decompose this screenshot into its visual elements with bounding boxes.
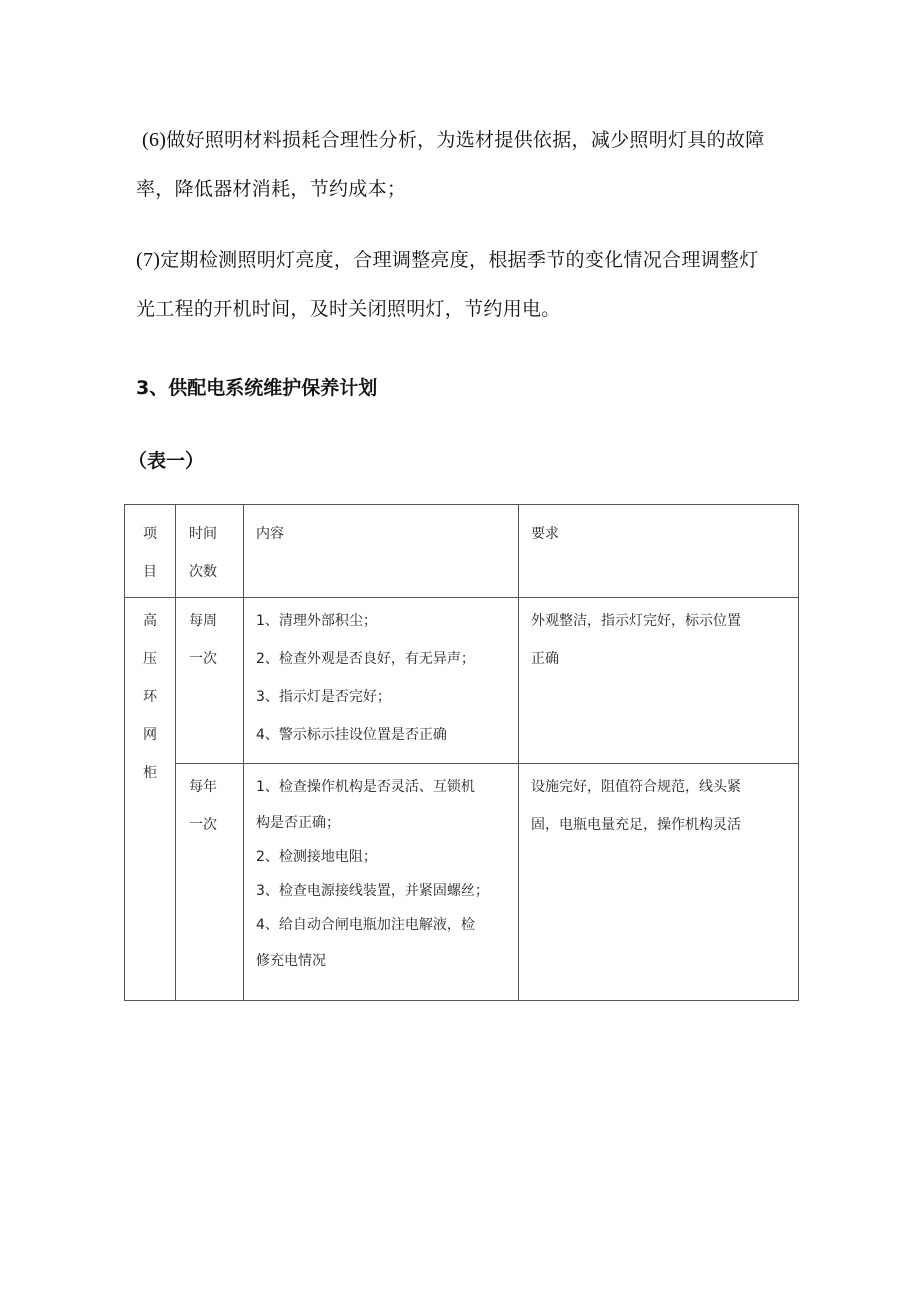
item-char: 柜 [143,765,157,781]
paragraph-number: (6) [142,129,167,151]
header-frequency-cell [176,505,244,598]
requirement-line: 设施完好，阻值符合规范，线头紧 [531,779,741,795]
content-line: 3、检查电源接线装置，并紧固螺丝； [256,883,489,899]
table-caption: （表一） [128,450,205,472]
item-char: 网 [143,727,157,743]
content-line: 2、检测接地电阻； [256,849,377,865]
item-char: 高 [143,613,157,629]
content-line: 1、检查操作机构是否灵活、互锁机 [256,779,475,795]
item-char: 环 [143,689,157,705]
maintenance-plan-table [124,504,799,1001]
content-line: 1、清理外部积尘； [256,613,377,629]
paragraph-item-7 [136,238,816,332]
header-content-cell [244,505,519,598]
header-requirement-cell [519,505,799,598]
header-item-char: 目 [143,564,157,580]
frequency-line: 一次 [189,651,217,667]
paragraph-item-6 [136,118,816,212]
paragraph-text: 做好照明材料损耗合理性分析，为选材提供依据，减少照明灯具的故障 [166,129,765,151]
item-cell [125,598,176,1001]
section-heading: 3、供配电系统维护保养计划 [136,377,378,399]
header-frequency-line: 次数 [189,564,217,580]
content-line: 构是否正确； [256,815,340,831]
header-content-label: 内容 [256,526,284,542]
table-row [125,764,799,1001]
requirement-line: 固，电瓶电量充足，操作机构灵活 [531,817,741,833]
content-cell [244,764,519,1001]
requirement-line: 正确 [531,651,559,667]
frequency-line: 每周 [189,613,217,629]
paragraph-line [136,287,816,332]
content-line: 2、检查外观是否良好，有无异声； [256,651,475,667]
header-requirement-label: 要求 [531,526,559,542]
table-header-row [125,505,799,598]
content-line: 4、给自动合闸电瓶加注电解液，检 [256,917,475,933]
content-line: 修充电情况 [256,953,326,969]
table-row [125,598,799,764]
paragraph-text: 定期检测照明灯亮度，合理调整亮度，根据季节的变化情况合理调整灯 [160,249,759,271]
header-item-char: 项 [143,526,157,542]
content-cell [244,598,519,764]
requirement-cell [519,764,799,1001]
content-line: 4、警示标示挂设位置是否正确 [256,727,447,743]
paragraph-number: (7) [136,249,161,271]
frequency-line: 一次 [189,817,217,833]
content-line: 3、指示灯是否完好； [256,689,391,705]
paragraph-text: 光工程的开机时间，及时关闭照明灯，节约用电。 [136,298,561,320]
header-frequency-line: 时间 [189,526,217,542]
header-item-cell [125,505,176,598]
frequency-cell [176,764,244,1001]
frequency-cell [176,598,244,764]
paragraph-text: 率，降低器材消耗，节约成本； [136,178,407,200]
requirement-cell [519,598,799,764]
paragraph-line [136,238,816,283]
item-char: 压 [143,651,157,667]
paragraph-line [142,118,816,163]
frequency-line: 每年 [189,779,217,795]
paragraph-line [136,167,816,212]
requirement-line: 外观整洁，指示灯完好，标示位置 [531,613,741,629]
